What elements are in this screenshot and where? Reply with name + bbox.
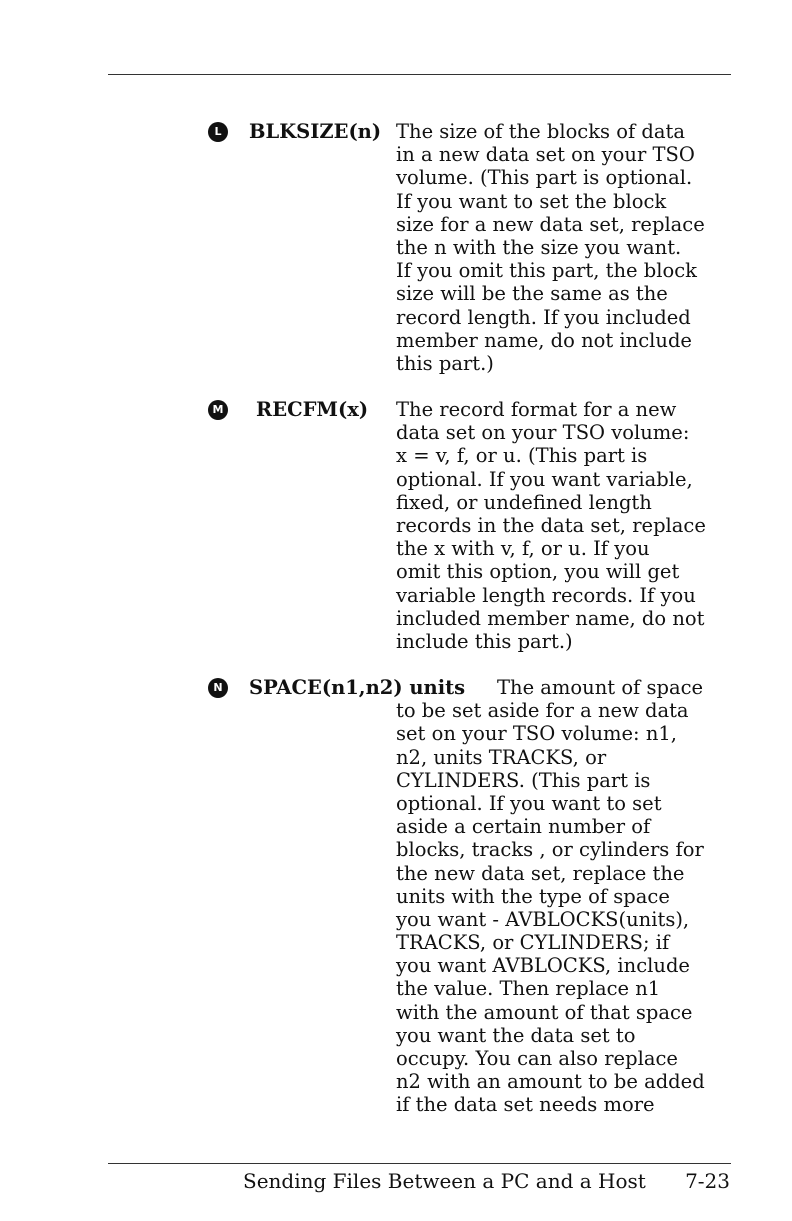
description-line: blocks, tracks , or cylinders for	[396, 838, 704, 862]
description-line: set on your TSO volume: n1,	[396, 722, 677, 746]
description-line: size will be the same as the	[396, 282, 668, 306]
top-rule	[108, 74, 731, 75]
description-line: the x with v, f, or u. If you	[396, 537, 650, 561]
description-line: The size of the blocks of data	[396, 120, 685, 143]
description	[396, 120, 705, 375]
description-line: aside a certain number of	[396, 815, 651, 839]
description-line: you want AVBLOCKS, include	[396, 954, 690, 978]
description-line: volume. (This part is optional.	[396, 166, 693, 190]
description-line: member name, do not include	[396, 328, 692, 352]
description-line: with the amount of that space	[396, 1000, 693, 1024]
description-line: record length. If you included	[396, 305, 691, 329]
description	[396, 676, 705, 1117]
description-line: optional. If you want to set	[396, 791, 662, 815]
description-line: units with the type of space	[396, 884, 670, 908]
description-line: If you want to set the block	[396, 189, 667, 213]
description-line: omit this option, you will get	[396, 560, 680, 584]
description-line: records in the data set, replace	[396, 513, 706, 537]
badge-l-icon: L	[208, 122, 228, 142]
badge-m-icon: M	[208, 400, 228, 420]
description-line: CYLINDERS. (This part is	[396, 768, 651, 792]
description-line: you want the data set to	[396, 1023, 636, 1047]
description-line: you want - AVBLOCKS(units),	[396, 907, 690, 931]
description-line: n2 with an amount to be added	[396, 1070, 705, 1094]
description-line: fixed, or undefined length	[396, 490, 652, 514]
bottom-rule	[108, 1163, 731, 1164]
term-label: RECFM(x)	[256, 398, 369, 421]
term-label: BLKSIZE(n)	[249, 120, 382, 143]
footer-chapter-title: Sending Files Between a PC and a Host	[243, 1169, 646, 1193]
description-line: include this part.)	[396, 629, 573, 653]
description-line: included member name, do not	[396, 606, 705, 630]
description-line: if the data set needs more	[396, 1093, 655, 1117]
description-line: size for a new data set, replace	[396, 212, 705, 236]
description-line: optional. If you want variable,	[396, 467, 693, 491]
term-label: SPACE(n1,n2) units	[249, 676, 466, 699]
badge-n-icon: N	[208, 678, 228, 698]
description-line: The record format for a new	[396, 398, 677, 421]
description-line: The amount of space	[497, 676, 704, 699]
footer-page-number: 7-23	[685, 1169, 730, 1193]
description-line: x = v, f, or u. (This part is	[396, 444, 648, 468]
description-line: TRACKS, or CYLINDERS; if	[396, 931, 670, 955]
description-line: variable length records. If you	[396, 583, 696, 607]
description-line: the value. Then replace n1	[396, 977, 661, 1001]
description	[396, 398, 706, 653]
description-line: occupy. You can also replace	[396, 1047, 678, 1070]
description-line: data set on your TSO volume:	[396, 421, 690, 445]
description-line: in a new data set on your TSO	[396, 143, 695, 167]
description-line: the new data set, replace the	[396, 861, 685, 885]
description-line: to be set aside for a new data	[396, 699, 689, 723]
description-line: this part.)	[396, 351, 494, 375]
description-line: If you omit this part, the block	[396, 259, 697, 283]
description-line: n2, units TRACKS, or	[396, 745, 607, 769]
description-line: the n with the size you want.	[396, 235, 682, 259]
